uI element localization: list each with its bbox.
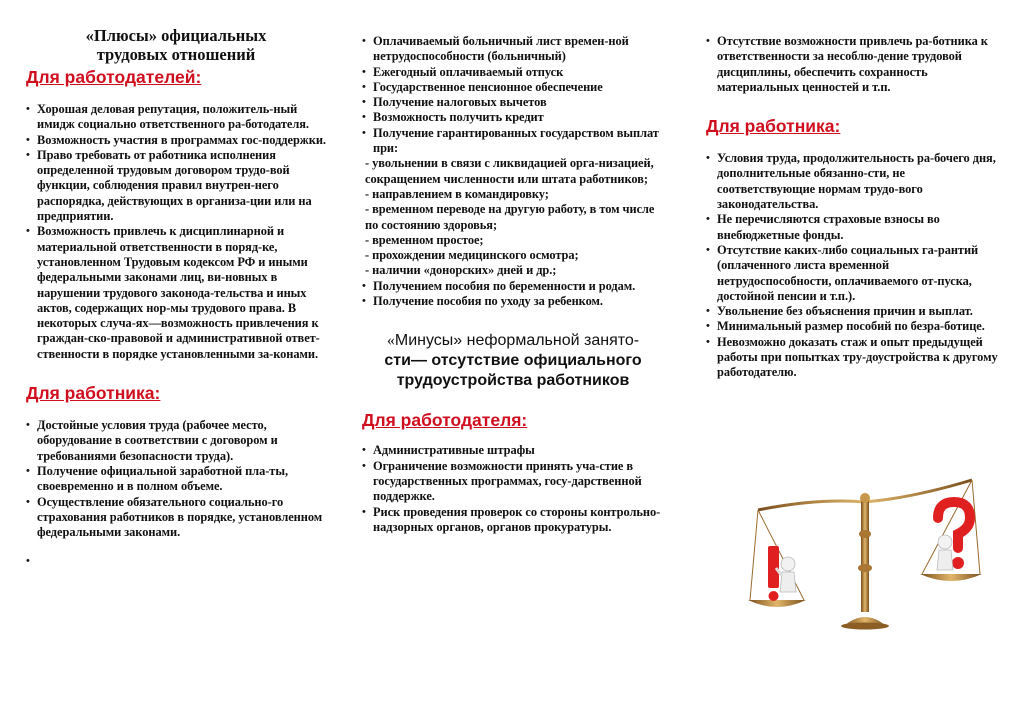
payment-case: - прохождении медицинского осмотра; [365, 248, 579, 263]
worker-list-pluses [26, 418, 326, 570]
list-item: • Отсутствие возможности привлечь ра-ботника к ответственности за несоблю-дение трудовой дисциплины, обеспечить сохранность материальных ценностей и т.п. [706, 34, 998, 95]
list-item: • Оплачиваемый больничный лист времен-ной нетрудоспособности (больничный) [362, 34, 664, 65]
employer-list-continued [706, 34, 998, 95]
scale-left-pan [748, 600, 806, 607]
scale-chain [750, 510, 758, 600]
payment-case: - увольнении в связи с ликвидацией орга-низацией, сокращением численности или штата работников; [365, 156, 654, 186]
worker-heading-minuses: Для работника: [706, 116, 841, 137]
list-item: • Право требовать от работника исполнения определенной трудовым договором трудо-вой функции, соблюдения правил внутрен-него распорядка, действующих в организа-ции или на предприятии. [26, 148, 326, 224]
list-item: • Не перечисляются страховые взносы во внебюджетные фонды. [706, 212, 998, 243]
payment-case: - направлением в командировку; [365, 186, 549, 201]
column-pluses [26, 26, 326, 570]
person-right-icon [937, 535, 953, 570]
payment-case: - временном переводе на другую работу, в том числе по состоянию здоровья; [365, 202, 655, 232]
payment-case: - временном простое; [365, 232, 484, 247]
scale-chain [972, 480, 980, 574]
scale-top-knob [860, 493, 870, 503]
list-item: • Ограничение возможности принять уча-стие в государственных программах, госу-дарственной поддержке. [362, 459, 664, 505]
list-item: • Получение гарантированных государством выплат при: [362, 126, 664, 157]
column-right [706, 34, 998, 381]
column-middle [362, 34, 664, 535]
list-item: • Получение налоговых вычетов [362, 95, 664, 110]
list-item: • Хорошая деловая репутация, положитель-ный имидж социально ответственного ра-ботодателя. [26, 102, 326, 133]
list-item: • Получением пособия по беременности и родам. [362, 279, 664, 294]
list-item: • Получение официальной заработной пла-ты, своевременно и в полном объеме. [26, 464, 326, 495]
scales-icon [748, 468, 982, 630]
list-item: • Возможность получить кредит [362, 110, 664, 125]
exclamation-icon [768, 546, 779, 601]
list-item: • Достойные условия труда (рабочее место, оборудование в соответствии с договором и требованиями безопасности труда). [26, 418, 326, 464]
pluses-title [26, 26, 326, 64]
list-item-empty [26, 554, 326, 569]
worker-heading-pluses: Для работника: [26, 383, 161, 404]
list-item: • Увольнение без объяснения причин и выплат. [706, 304, 998, 319]
minuses-title-a: Минусы» неформальной занято- [394, 332, 640, 350]
minuses-title [362, 331, 664, 391]
employers-heading: Для работодателей: [26, 67, 202, 87]
minuses-title-b: сти— отсутствие официального трудоустройства работников [384, 352, 642, 390]
exclamation-bar [768, 546, 779, 588]
scale-base-foot [841, 623, 889, 630]
scale-right-pan [920, 574, 982, 581]
list-item: • Возможность участия в программах гос-поддержки. [26, 133, 326, 148]
scale-pillar-ring [858, 564, 872, 572]
list-item: • Минимальный размер пособий по безра-ботице. [706, 319, 998, 334]
pluses-title-line1: «Плюсы» официальных [85, 26, 267, 45]
employer-list-minuses [362, 443, 664, 535]
list-item: • Получение пособия по уходу за ребенком. [362, 294, 664, 309]
payment-case: - наличии «донорских» дней и др.; [365, 263, 557, 278]
employers-list [26, 102, 326, 362]
list-item: • Условия труда, продолжительность ра-бочего дня, дополнительные обязанно-сти, не соответствующие нормам трудо-вого законодательства. [706, 151, 998, 212]
scale-pillar [861, 498, 869, 612]
minuses-title-quote: « [386, 332, 395, 350]
employer-heading-minuses: Для работодателя: [362, 410, 528, 431]
list-item: • Возможность привлечь к дисциплинарной и материальной ответственности в поряд-ке, установленном Трудовым кодексом РФ и иными федеральными законами лиц, ви-новных в нарушении трудового законода-тельства и иных актов, содержащих нор-мы трудового права. В некоторых случа-ях—возможность привлечения к граждан-ско-правовой и административной ответ-ственности в порядке установленными за-конами. [26, 224, 326, 362]
list-item: • Ежегодный оплачиваемый отпуск [362, 65, 664, 80]
list-item: • Административные штрафы [362, 443, 664, 458]
list-item: • Осуществление обязательного социально-го страхования работников в порядке, установленном федеральными законами. [26, 495, 326, 541]
exclamation-dot [769, 591, 779, 601]
list-item: • Государственное пенсионное обеспечение [362, 80, 664, 95]
benefits-list [362, 34, 664, 309]
worker-list-minuses [706, 151, 998, 380]
list-item: • Риск проведения проверок со стороны контрольно-надзорных органов, органов прокуратуры. [362, 505, 664, 536]
list-item: • Невозможно доказать стаж и опыт предыдущей работы при попытках тру-доустройства к другому работодателю. [706, 335, 998, 381]
pluses-title-line2: трудовых отношений [96, 45, 256, 64]
list-item: • Отсутствие каких-либо социальных га-рантий (оплаченного листа временной нетрудоспособности, оплачиваемого от-пуска, достойной пенсии и т.п.). [706, 243, 998, 304]
scale-pillar-ring [859, 530, 871, 538]
